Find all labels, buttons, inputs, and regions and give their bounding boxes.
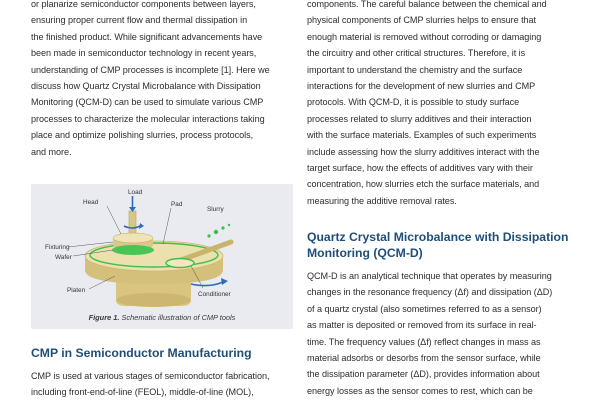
text-line: as matter is deposited or removed from its surface in real- xyxy=(307,320,537,331)
leader-line xyxy=(107,206,121,234)
caption-text: Schematic illustration of CMP tools xyxy=(121,313,236,322)
right-paragraph-1 xyxy=(307,0,569,209)
text-line: with the surface materials. Examples of such experiments xyxy=(307,130,537,141)
figure-caption xyxy=(31,313,293,322)
text-line: physical components of CMP slurries helps to ensure that xyxy=(307,15,537,26)
text-line: discuss how Quartz Crystal Microbalance with Dissipation xyxy=(31,81,261,92)
heading-line: Quartz Crystal Microbalance with Dissipation xyxy=(307,230,569,244)
text-line: Monitoring (QCM-D) can be used to simulate various CMP xyxy=(31,97,264,108)
slurry-drop xyxy=(207,234,210,237)
text-line: the circuitry and other critical structures. Therefore, it is xyxy=(307,48,526,59)
text-line: of a quartz crystal (also sometimes referred to as a sensor) xyxy=(307,303,542,314)
label-wafer: Wafer xyxy=(55,254,72,261)
slurry-drop xyxy=(228,224,230,226)
text-line: time. The frequency values (Δf) reflect changes in mass as xyxy=(307,336,541,347)
text-line: QCM-D is an analytical technique that operates by measuring xyxy=(307,271,552,281)
label-pad: Pad xyxy=(171,201,183,208)
text-line: and more. xyxy=(31,146,72,157)
text-line: interactions for the development of new slurries and CMP xyxy=(307,81,536,92)
label-conditioner: Conditioner xyxy=(198,291,231,298)
heading-line: Monitoring (QCM-D) xyxy=(307,246,423,260)
text-line: including front-end-of-line (FEOL), middle-of-line (MOL), xyxy=(31,387,254,398)
text-line: important to understand the chemistry and the surface xyxy=(307,64,523,75)
figure-cmp-tools xyxy=(31,184,293,329)
text-line: measuring the additive removal rates. xyxy=(307,195,457,206)
text-line: the dissipation parameter (ΔD), provides information about xyxy=(307,369,540,380)
text-line: processes to characterize the molecular interactions taking xyxy=(31,113,265,124)
text-line: protocols. With QCM-D, it is possible to study surface xyxy=(307,97,520,108)
text-line: concentration, how slurries etch the surface materials, and xyxy=(307,179,540,190)
wafer xyxy=(112,245,154,255)
text-line: or planarize semiconductor components between layers, xyxy=(31,0,256,9)
caption-label: Figure 1. xyxy=(88,313,120,322)
text-line: understanding of CMP processes is incomplete [1]. Here we xyxy=(31,64,270,75)
leader-line xyxy=(163,208,171,244)
text-line: changes in the resonance frequency (Δf) and dissipation (ΔD) xyxy=(307,287,553,298)
text-line: the finished product. While significant advancements have xyxy=(31,31,263,42)
text-line: processes related to slurry additives and their interaction xyxy=(307,113,532,124)
platen-base-bottom xyxy=(117,293,191,307)
text-line: target surface, how the effects of additives vary with their xyxy=(307,163,533,174)
platen-rotation-arrow xyxy=(191,282,223,286)
head-top xyxy=(113,233,153,243)
intro-paragraph xyxy=(31,0,293,160)
text-line: include assessing how the slurry additives interact with the xyxy=(307,146,540,157)
text-line: CMP is used at various stages of semiconductor fabrication, xyxy=(31,371,270,381)
text-line: place and optimize polishing slurries, process protocols, xyxy=(31,130,254,141)
rotation-arrow-head xyxy=(139,223,144,229)
section-heading-qcmd xyxy=(307,229,569,261)
slurry-drop xyxy=(221,226,224,229)
cmp-schematic xyxy=(31,184,293,329)
label-load: Load xyxy=(128,189,143,196)
label-fixturing: Fixturing xyxy=(45,244,70,251)
qcmd-paragraph xyxy=(307,268,569,399)
text-line: enough material is removed without corroding or damaging xyxy=(307,31,542,42)
text-line: material adsorbs or desorbs from the sensor surface, while xyxy=(307,353,541,364)
label-head: Head xyxy=(83,199,99,206)
text-line: been made in semiconductor technology in recent years, xyxy=(31,48,257,59)
text-line: energy losses as the sensor comes to rest, which can be xyxy=(307,385,533,396)
text-line: ensuring proper current flow and thermal dissipation in xyxy=(31,15,248,26)
platen-rotation-arrow-head xyxy=(221,278,228,285)
text-line: components. The careful balance between the chemical and xyxy=(307,0,547,9)
cmp-paragraph xyxy=(31,368,293,400)
label-slurry: Slurry xyxy=(207,206,224,213)
slurry-drop xyxy=(214,230,218,234)
section-heading-cmp: CMP in Semiconductor Manufacturing xyxy=(31,346,252,360)
conditioner-disk xyxy=(166,259,194,268)
label-platen: Platen xyxy=(67,287,86,294)
